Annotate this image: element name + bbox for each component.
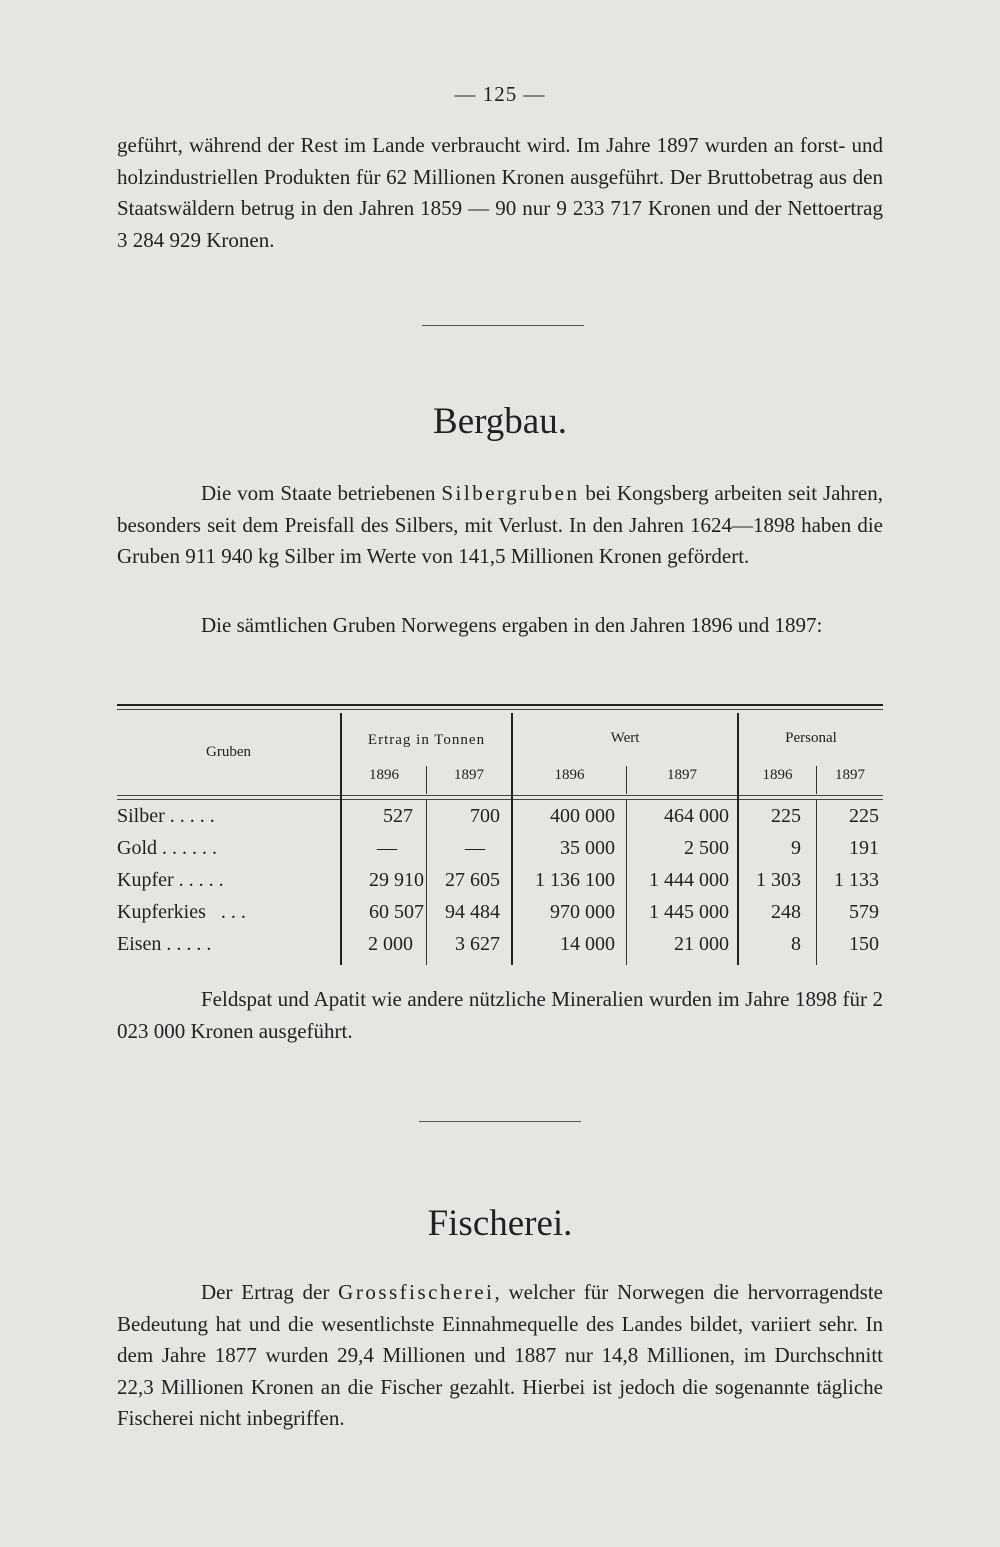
cell-personal-1897: 191 bbox=[849, 837, 879, 859]
header-year-1897: 1897 bbox=[454, 767, 484, 783]
table-top-rule-inner bbox=[117, 709, 883, 710]
table-header-rule-inner bbox=[117, 799, 883, 800]
bergbau-paragraph-2 bbox=[117, 610, 883, 642]
cell-personal-1897: 1 133 bbox=[834, 869, 879, 891]
bergbau-paragraph-1 bbox=[117, 478, 883, 573]
header-year-1897: 1897 bbox=[835, 767, 865, 783]
cell-ertrag-1896: 29 910 bbox=[369, 869, 424, 891]
cell-personal-1897: 579 bbox=[849, 901, 879, 923]
header-ertrag: Ertrag in Tonnen bbox=[367, 732, 486, 748]
fischerei-heading: Fischerei. bbox=[427, 1203, 573, 1244]
cell-ertrag-1897: — bbox=[465, 837, 485, 859]
cell-wert-1897: 464 000 bbox=[664, 805, 729, 827]
cell-personal-1896: 8 bbox=[791, 933, 801, 955]
bergbau-heading: Bergbau. bbox=[433, 401, 567, 442]
bergbau-p1-end: bei Kongsberg arbeiten seit Jahren, besonders seit dem Preisfall des Silbers, mit Verlust. In den Jahren 1624—1898 haben die Gruben 911 940 kg Silber im Werte von 141,5 Millionen Kronen gefördert. bbox=[117, 481, 884, 568]
fischerei-p1-spaced: Grossfischerei bbox=[338, 1280, 495, 1304]
page-number: — 125 — bbox=[454, 82, 546, 106]
bergbau-paragraph-3 bbox=[117, 984, 883, 1047]
table-top-rule bbox=[117, 704, 883, 706]
cell-personal-1896: 225 bbox=[771, 805, 801, 827]
cell-wert-1897: 21 000 bbox=[674, 933, 729, 955]
header-wert: Wert bbox=[610, 730, 640, 746]
header-gruben: Gruben bbox=[206, 744, 251, 760]
bergbau-p1-spaced: Silbergruben bbox=[441, 481, 580, 505]
table-row bbox=[117, 869, 883, 901]
cell-ertrag-1896: 60 507 bbox=[369, 901, 424, 923]
cell-ertrag-1897: 3 627 bbox=[455, 933, 500, 955]
cell-wert-1896: 1 136 100 bbox=[535, 869, 615, 891]
cell-personal-1897: 225 bbox=[849, 805, 879, 827]
row-name: Eisen . . . . . bbox=[117, 933, 212, 955]
bergbau-p2-text: Die sämtlichen Gruben Norwegens ergaben in den Jahren 1896 und 1897: bbox=[201, 613, 823, 637]
table-row bbox=[117, 901, 883, 933]
bergbau-p3-text: Feldspat und Apatit wie andere nützliche Mineralien wurden im Jahre 1898 für 2 023 000 Kronen ausgeführt. bbox=[117, 987, 883, 1043]
cell-personal-1896: 9 bbox=[791, 837, 801, 859]
cell-ertrag-1896: — bbox=[377, 837, 397, 859]
cell-wert-1896: 400 000 bbox=[550, 805, 615, 827]
table-row bbox=[117, 933, 883, 965]
section-divider bbox=[422, 325, 584, 326]
cell-wert-1897: 2 500 bbox=[684, 837, 729, 859]
cell-personal-1896: 248 bbox=[771, 901, 801, 923]
cell-ertrag-1896: 527 bbox=[383, 805, 413, 827]
table-header-rule bbox=[117, 795, 883, 796]
cell-wert-1897: 1 444 000 bbox=[649, 869, 729, 891]
section-divider bbox=[419, 1121, 581, 1122]
row-name: Silber . . . . . bbox=[117, 805, 215, 827]
fischerei-p1-start: Der Ertrag der bbox=[201, 1280, 330, 1304]
fischerei-p1-end: , welcher für Norwegen die hervorragendste Bedeutung hat und die wesentlichste Einnahmequelle des Landes bildet, variiert sehr. In dem Jahre 1877 wurden 29,4 Millionen und 1887 nur 14,8 Millionen, im Durchschnitt 22,3 Millionen Kronen an die Fischer gezahlt. Hierbei ist jedoch die sogenannte tägliche Fischerei nicht inbegriffen. bbox=[117, 1280, 884, 1430]
bergbau-p1-start: Die vom Staate betriebenen bbox=[201, 481, 436, 505]
table-row bbox=[117, 837, 883, 869]
row-name: Gold . . . . . . bbox=[117, 837, 217, 859]
cell-wert-1896: 35 000 bbox=[560, 837, 615, 859]
cell-personal-1897: 150 bbox=[849, 933, 879, 955]
intro-paragraph: geführt, während der Rest im Lande verbraucht wird. Im Jahre 1897 wurden an forst- und holzindustriellen Produkten für 62 Millionen Kronen ausgeführt. Der Bruttobetrag aus den Staatswäldern betrug in den Jahren 1859 — 90 nur 9 233 717 Kronen und der Nettoertrag 3 284 929 Kronen. bbox=[117, 133, 883, 252]
fischerei-paragraph bbox=[117, 1277, 883, 1435]
header-year-1896: 1896 bbox=[369, 767, 399, 783]
header-year-1896: 1896 bbox=[554, 767, 585, 783]
cell-ertrag-1897: 27 605 bbox=[445, 869, 500, 891]
cell-wert-1896: 14 000 bbox=[560, 933, 615, 955]
cell-ertrag-1897: 700 bbox=[470, 805, 500, 827]
row-name: Kupfer . . . . . bbox=[117, 869, 224, 891]
row-name: Kupferkies . . . bbox=[117, 901, 246, 923]
cell-ertrag-1897: 94 484 bbox=[445, 901, 500, 923]
table-row bbox=[117, 805, 883, 837]
cell-wert-1897: 1 445 000 bbox=[649, 901, 729, 923]
header-year-1896: 1896 bbox=[762, 767, 793, 783]
cell-wert-1896: 970 000 bbox=[550, 901, 615, 923]
cell-ertrag-1896: 2 000 bbox=[368, 933, 413, 955]
cell-personal-1896: 1 303 bbox=[756, 869, 801, 891]
header-personal: Personal bbox=[785, 730, 837, 746]
header-year-1897: 1897 bbox=[667, 767, 697, 783]
